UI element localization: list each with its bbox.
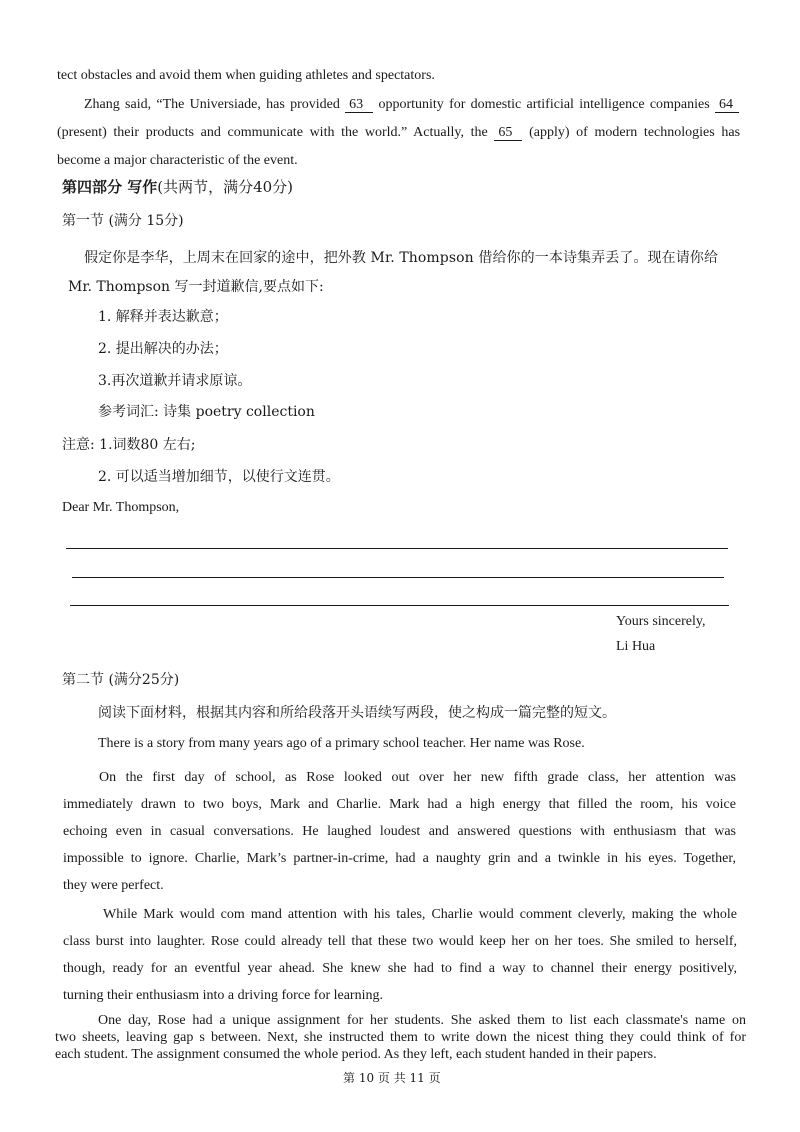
- section1-point-1: 1. 解释并表达歉意；: [98, 309, 228, 325]
- section2-instruction: 阅读下面材料，根据其内容和所给段落开头语续写两段，使之构成一篇完整的短文。: [98, 705, 616, 721]
- writing-line-2: [72, 577, 724, 578]
- story-para-2-line-4: impossible to ignore. Charlie, Mark’s partner-in-crime, had a naughty grin and a twinkle in his eyes. Together,: [63, 851, 736, 866]
- section1-note-2: 2. 可以适当增加细节，以使行文连贯。: [98, 469, 340, 485]
- story-para-3-line-3: though, ready for an eventful year ahead. She knew she had to find a way to channel their energy positively,: [63, 961, 737, 976]
- part4-heading-rest: (共两节，满分40分): [157, 178, 294, 196]
- blank-64: 64: [715, 98, 739, 113]
- letter-signature: Li Hua: [616, 639, 656, 654]
- story-para-3-line-1: While Mark would com mand attention with his tales, Charlie would comment cleverly, making the whole: [103, 907, 737, 922]
- blank-63: 63: [345, 98, 373, 113]
- top-para-line4: become a major characteristic of the event.: [57, 153, 298, 168]
- top-para-line3-b: (apply) of modern technologies has: [529, 125, 741, 140]
- top-para-line2-a: Zhang said, “The Universiade, has provided: [84, 97, 340, 112]
- writing-line-1: [66, 548, 728, 549]
- section1-heading: 第一节 (满分 15分): [62, 213, 184, 229]
- top-para-line3-a: (present) their products and communicate with the world.” Actually, the: [57, 125, 488, 140]
- story-para-2-line-1: On the first day of school, as Rose looked out over her new fifth grade class, her attention was: [99, 770, 736, 785]
- story-para-2-line-2: immediately drawn to two boys, Mark and Charlie. Mark had a high energy that filled the room, his voice: [63, 797, 736, 812]
- section1-point-3: 3.再次道歉并请求原谅。: [98, 373, 252, 389]
- blank-65: 65: [494, 126, 522, 141]
- story-para-4-line-2: two sheets, leaving gap s between. Next, she instructed them to write down the nicest thing they could think of for: [55, 1030, 746, 1045]
- section1-point-2: 2. 提出解决的办法；: [98, 341, 228, 357]
- writing-line-3: [70, 605, 729, 606]
- story-para-2-line-3: echoing even in casual conversations. He laughed loudest and answered questions with enthusiasm that was: [63, 824, 736, 839]
- story-para-1: There is a story from many years ago of a primary school teacher. Her name was Rose.: [98, 736, 585, 751]
- story-para-4-line-3: each student. The assignment consumed the whole period. As they left, each student handed in their papers.: [55, 1047, 657, 1062]
- section2-heading: 第二节 (满分25分): [62, 672, 180, 688]
- top-para-line1: tect obstacles and avoid them when guiding athletes and spectators.: [57, 68, 435, 83]
- top-para-line2-b: opportunity for domestic artificial intelligence companies: [378, 97, 710, 112]
- letter-salutation: Dear Mr. Thompson,: [62, 500, 180, 515]
- section1-note-1: 注意: 1.词数80 左右;: [62, 437, 196, 453]
- story-para-4-line-1: One day, Rose had a unique assignment for her students. She asked them to list each classmate's name on: [98, 1013, 746, 1028]
- top-para-line2: [84, 96, 739, 114]
- story-para-3-line-4: turning their enthusiasm into a driving force for learning.: [63, 988, 383, 1003]
- section1-vocab: 参考词汇: 诗集 poetry collection: [98, 404, 315, 420]
- story-para-2-line-5: they were perfect.: [63, 878, 164, 893]
- section1-prompt-line2: Mr. Thompson 写一封道歉信,要点如下:: [68, 279, 324, 295]
- story-para-3-line-2: class burst into laughter. Rose could already tell that these two would keep her on her toes. She smiled to herself,: [63, 934, 737, 949]
- part4-heading: [62, 178, 293, 196]
- top-para-line3: [57, 124, 740, 142]
- part4-heading-bold: 第四部分 写作: [62, 178, 158, 196]
- section1-prompt-line1: 假定你是李华，上周末在回家的途中，把外教 Mr. Thompson 借给你的一本诗集弄丢了。现在请你给: [84, 250, 719, 266]
- letter-closing: Yours sincerely,: [616, 614, 706, 629]
- page-number: 第 10 页 共 11 页: [343, 1071, 441, 1085]
